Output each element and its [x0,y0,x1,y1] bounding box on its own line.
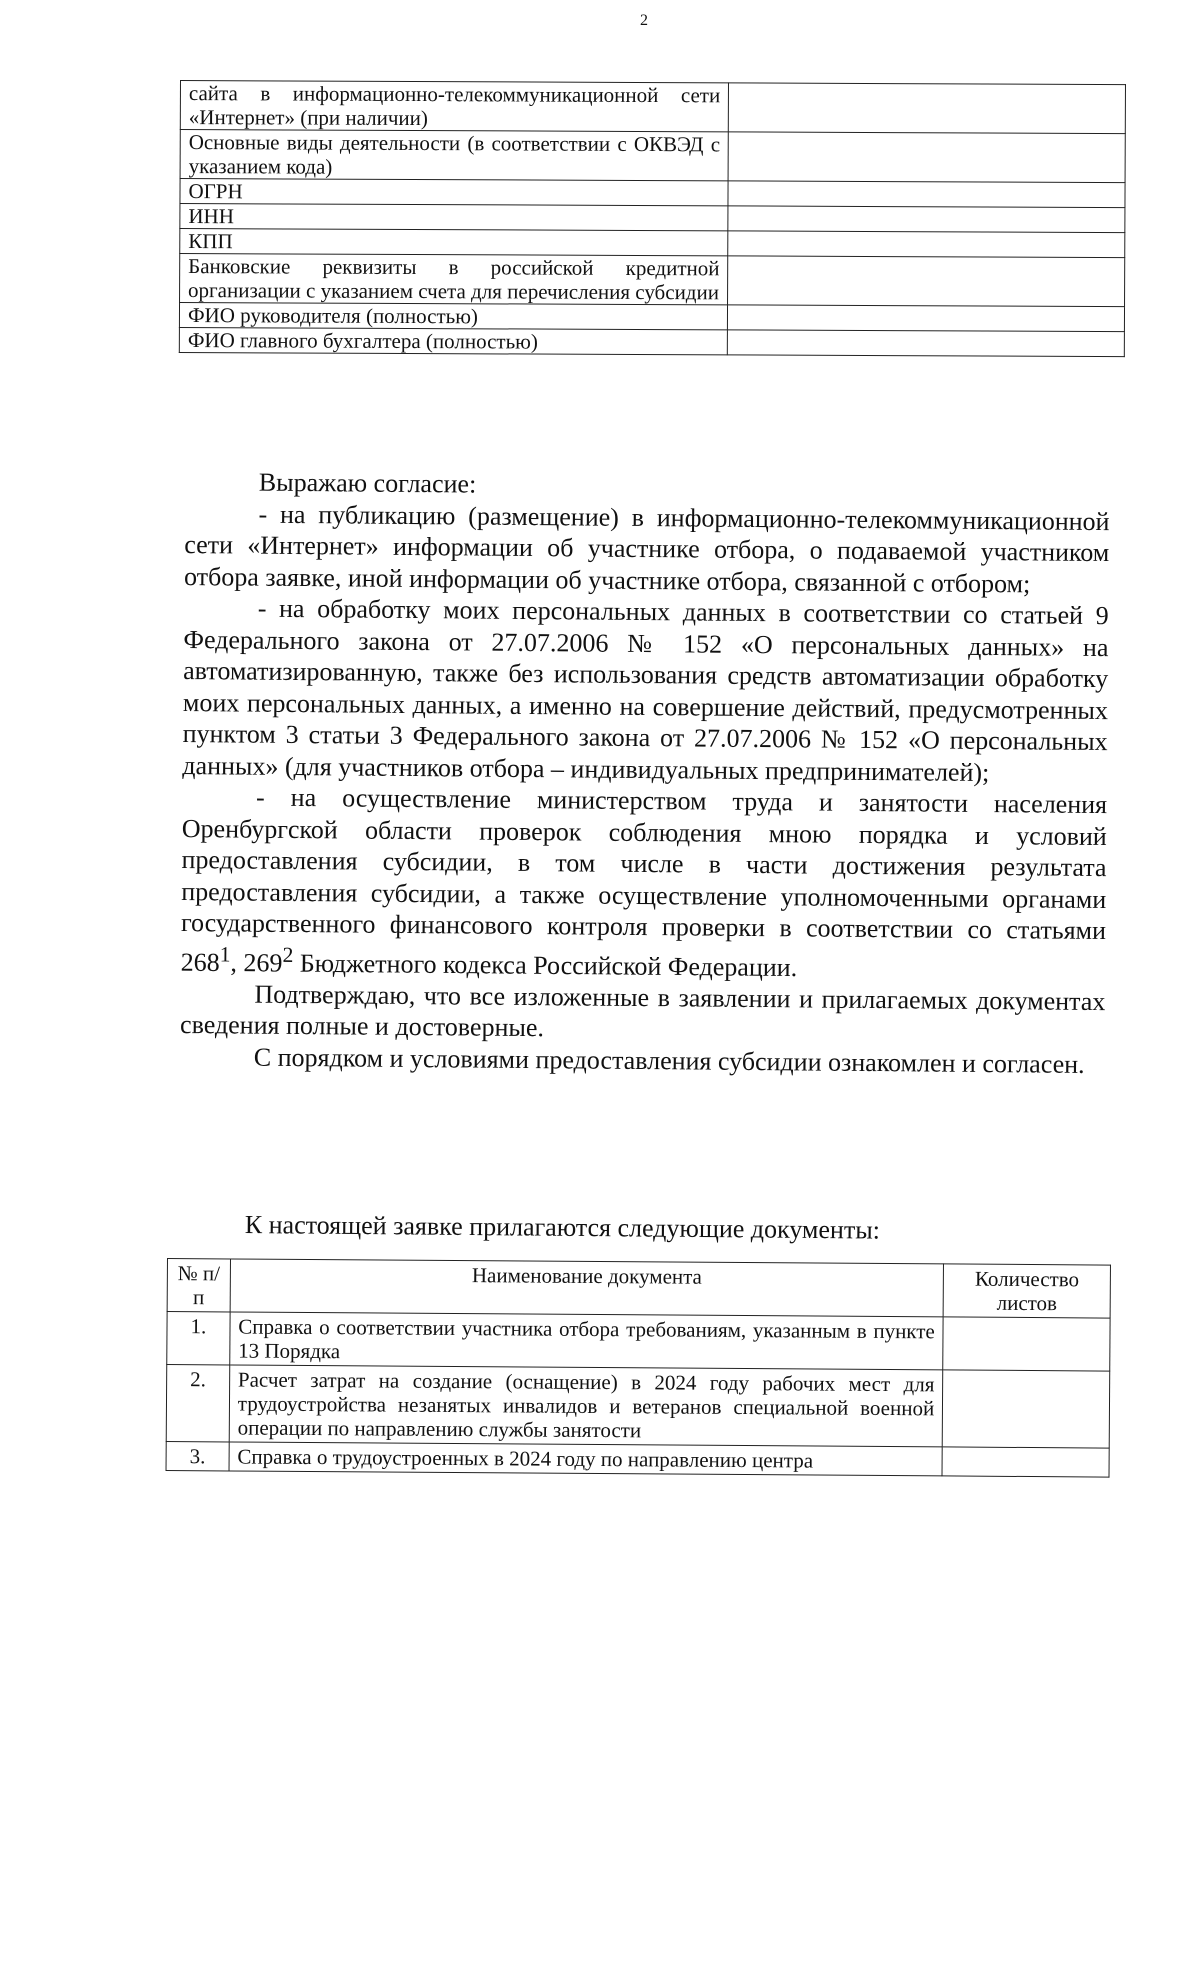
row-sheet-count [942,1447,1109,1477]
row-label-chief-accountant: ФИО главного бухгалтера (полностью) [179,327,727,354]
consent-item-inspections-text: Бюджетного кодекса Российской Федерации. [293,948,798,982]
applicant-info-table [179,80,1126,357]
row-value-kpp [728,231,1125,258]
row-document-name: Справка о соответствии участника отбора требованиям, указанным в пункте 13 Порядка [230,1312,944,1370]
row-value-okved [728,132,1125,183]
row-number: 1. [167,1312,230,1365]
row-value-website [729,83,1126,134]
row-label-ogrn: ОГРН [180,179,728,206]
row-value-director [728,305,1125,332]
consent-item-inspections-text: , 269 [230,947,283,978]
row-sheet-count [942,1370,1109,1448]
column-header-name: Наименование документа [230,1259,944,1317]
row-label-inn: ИНН [180,204,728,231]
table-row [166,1365,1110,1449]
consent-heading: Выражаю согласие: [258,467,477,499]
table-row [179,327,1124,356]
table-row [166,1441,1109,1477]
column-header-count: Количество листов [943,1264,1110,1318]
superscript: 1 [219,941,231,966]
confirmation-paragraph: Подтверждаю, что все изложенные в заявлении и прилагаемых документах сведения полные и достоверные. [179,979,1106,1043]
row-value-ogrn [728,181,1125,208]
row-label-director: ФИО руководителя (полностью) [179,303,727,330]
row-number: 3. [166,1441,229,1470]
consent-section [180,466,1110,1080]
table-row [180,130,1125,183]
row-document-name: Справка о трудоустроенных в 2024 году по направлению центра [229,1442,943,1476]
table-row [180,254,1125,307]
consent-item-personal-data: - на обработку моих персональных данных в соответствии со статьей 9 Федерального закона от 27.07.2006 № 152 «О персональных данных» на автоматизированную, также без использования средств автоматизации обработку моих персональных данных, а именно на совершение действий, предусмотренных пунктом 3 статьи 3 Федерального закона от 27.07.2006 № 152 «О персональных данных» (для участников отбора – индивидуальных предпринимателей); [182,593,1109,787]
table-row [180,81,1125,134]
table-row [179,303,1124,332]
page-number: 2 [640,12,648,29]
attachments-heading: К настоящей заявке прилагаются следующие документы: [244,1210,881,1245]
familiarization-paragraph: С порядком и условиями предоставления субсидии ознакомлен и согласен. [253,1042,1085,1079]
row-document-name: Расчет затрат на создание (оснащение) в 2024 году рабочих мест для трудоустройства незанятых инвалидов и ветеранов специальной военной операции по направлению службы занятости [229,1365,943,1447]
attachments-table [166,1258,1111,1478]
row-sheet-count [943,1317,1110,1371]
consent-item-inspections-text: - на осуществление министерством труда и занятости населения Оренбургской области проверок соблюдения мною порядка и условий предоставления субсидии, в том числе в части достижения результата предоставления субсидии, а также осуществление уполномоченными органами государственного финансового контроля проверки в соответствии со статьями 268 [180,782,1108,977]
consent-item-publication: - на публикацию (размещение) в информационно-телекоммуникационной сети «Интернет» информации об участнике отбора, о подаваемой участником отбора заявке, иной информации об участнике отбора, связанной с отбором; [183,499,1110,598]
row-label-okved: Основные виды деятельности (в соответствии с ОКВЭД с указанием кода) [180,130,729,181]
consent-item-inspections [181,781,1108,986]
row-value-inn [728,206,1125,233]
table-row [167,1312,1110,1372]
row-label-website: сайта в информационно-телекоммуникационной сети «Интернет» (при наличии) [180,81,729,132]
column-header-number: № п/п [167,1259,230,1312]
row-value-bank-details [728,256,1125,307]
row-label-kpp: КПП [180,229,728,256]
superscript: 2 [282,942,294,967]
row-value-chief-accountant [728,330,1125,357]
row-number: 2. [166,1365,229,1442]
table-header-row [167,1259,1110,1319]
row-label-bank-details: Банковские реквизиты в российской кредитной организации с указанием счета для перечисления субсидии [180,254,729,305]
